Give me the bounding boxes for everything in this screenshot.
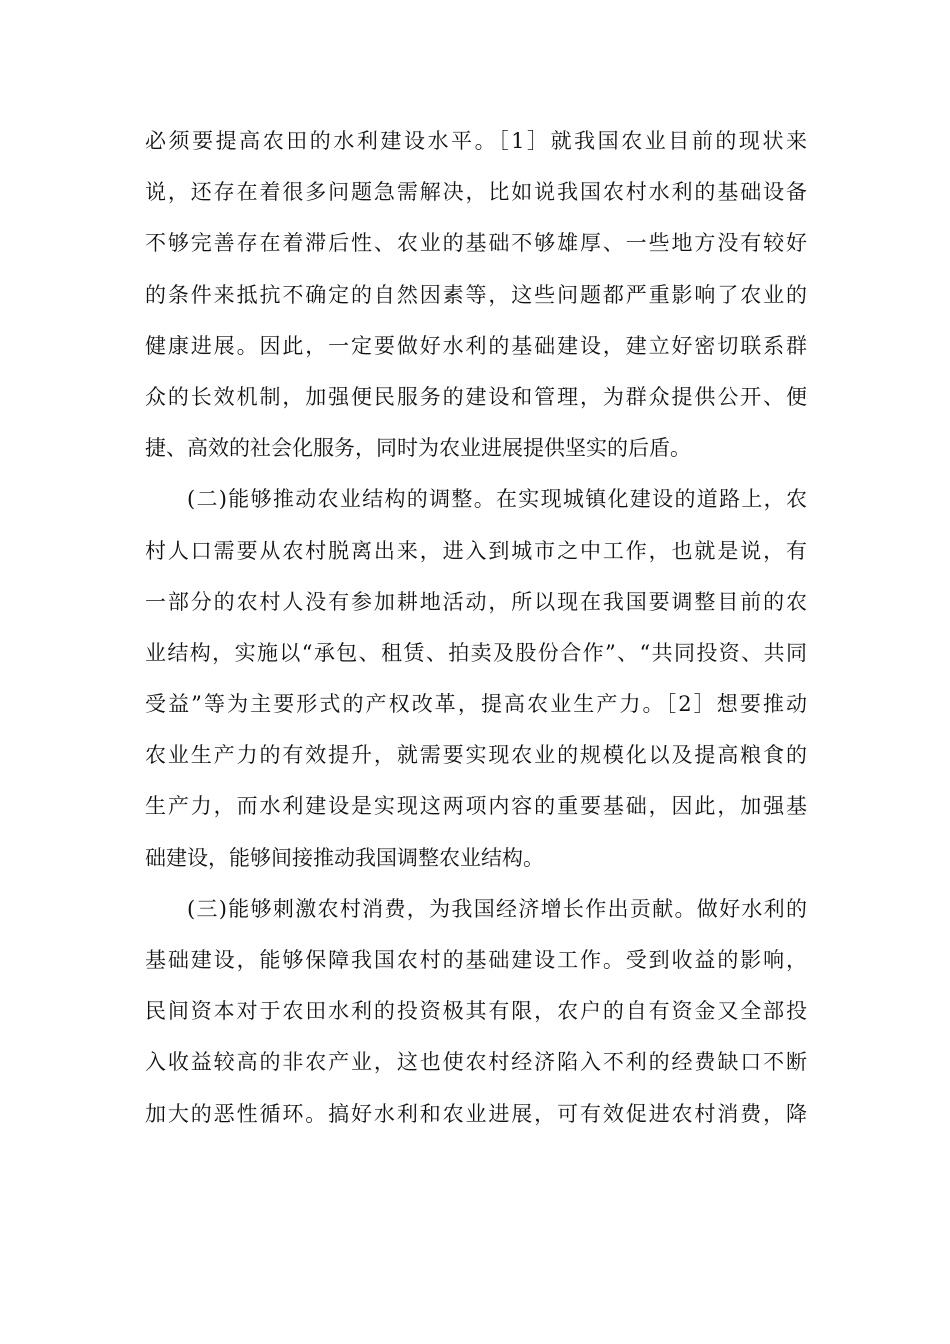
paragraph-2 <box>145 474 807 884</box>
text-line: 础建设，能够间接推动我国调整农业结构。 <box>145 845 544 870</box>
text-line: 一部分的农村人没有参加耕地活动，所以现在我国要调整目前的农 <box>145 589 807 614</box>
text-line: 的条件来抵抗不确定的自然因素等，这些问题都严重影响了农业的 <box>145 282 807 307</box>
paragraph-3 <box>145 884 807 1140</box>
text-line: 不够完善存在着滞后性、农业的基础不够雄厚、一些地方没有较好 <box>145 231 807 256</box>
text-line: 捷、高效的社会化服务，同时为农业进展提供坚实的后盾。 <box>145 436 691 461</box>
text-line: 村人口需要从农村脱离出来，进入到城市之中工作，也就是说，有 <box>145 538 807 563</box>
text-line: 民间资本对于农田水利的投资极其有限，农户的自有资金又全部投 <box>145 999 807 1024</box>
text-line: (二)能够推动农业结构的调整。在实现城镇化建设的道路上，农 <box>187 487 807 512</box>
text-line: 说，还存在着很多问题急需解决，比如说我国农村水利的基础设备 <box>145 180 807 205</box>
text-line: 加大的恶性循环。搞好水利和农业进展，可有效促进农村消费，降 <box>145 1101 807 1126</box>
paragraph-1 <box>145 116 807 474</box>
text-line: 受益”等为主要形式的产权改革，提高农业生产力。［2］想要推动 <box>145 692 807 717</box>
text-line: 基础建设，能够保障我国农村的基础建设工作。受到收益的影响， <box>145 948 807 972</box>
text-line: 众的长效机制，加强便民服务的建设和管理，为群众提供公开、便 <box>145 384 807 409</box>
text-line: (三)能够刺激农村消费，为我国经济增长作出贡献。做好水利的 <box>187 896 807 921</box>
body-text <box>145 116 807 1140</box>
text-line: 入收益较高的非农产业，这也使农村经济陷入不利的经费缺口不断 <box>145 1050 807 1075</box>
text-line: 生产力，而水利建设是实现这两项内容的重要基础，因此，加强基 <box>145 794 807 819</box>
text-line: 业结构，实施以“承包、租赁、拍卖及股份合作”、“共同投资、共同 <box>145 640 807 665</box>
text-line: 必须要提高农田的水利建设水平。［1］就我国农业目前的现状来 <box>145 129 807 153</box>
text-line: 农业生产力的有效提升，就需要实现农业的规模化以及提高粮食的 <box>145 743 807 768</box>
text-line: 健康进展。因此，一定要做好水利的基础建设，建立好密切联系群 <box>145 333 807 358</box>
